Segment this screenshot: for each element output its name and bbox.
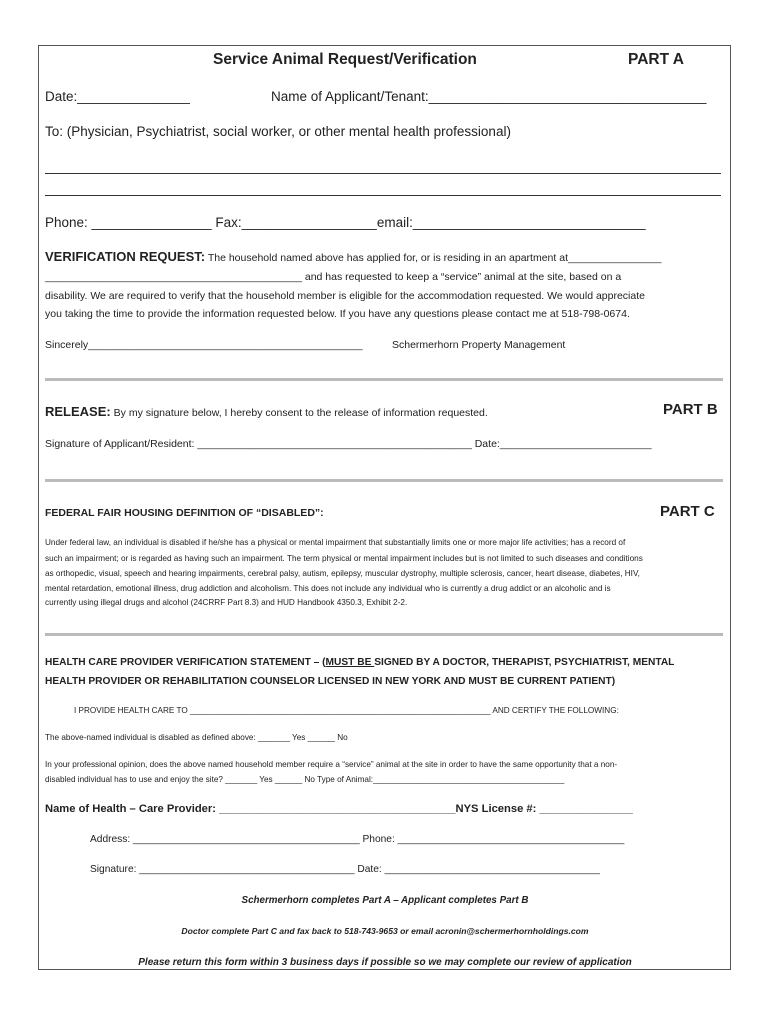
applicant-name-field[interactable]: Name of Applicant/Tenant:_____________________________________ bbox=[271, 89, 707, 104]
footer-instruction-3: Please return this form within 3 business days if possible so we may complete our review of application bbox=[138, 957, 632, 968]
provider-signature-date-field[interactable]: Signature: ______________________________________ Date: ______________________________________ bbox=[90, 864, 600, 875]
provider-heading-underlined: MUST BE bbox=[325, 657, 375, 668]
verification-line-3: disability. We are required to verify that the household member is eligible for the accommodation requested. We would appreciate bbox=[45, 290, 645, 302]
part-b-label: PART B bbox=[663, 401, 718, 418]
release-text: By my signature below, I hereby consent to the release of information requested. bbox=[110, 407, 488, 419]
section-divider-a bbox=[45, 378, 723, 381]
disabled-yes-no-field[interactable]: The above-named individual is disabled as defined above: _______ Yes ______ No bbox=[45, 733, 348, 742]
form-title: Service Animal Request/Verification bbox=[213, 51, 477, 68]
health-care-patient-field[interactable]: I PROVIDE HEALTH CARE TO __________________________________________________________________ AND CERTIFY THE FOLLOWING: bbox=[74, 706, 619, 715]
section-divider-b bbox=[45, 479, 723, 482]
recipient-line: To: (Physician, Psychiatrist, social worker, or other mental health professional) bbox=[45, 124, 511, 139]
definition-line-1: Under federal law, an individual is disabled if he/she has a physical or mental impairment that substantially limits one or more major life activities; has a record of bbox=[45, 538, 626, 547]
release-statement bbox=[45, 404, 488, 419]
verification-line-1 bbox=[45, 249, 661, 264]
applicant-signature-field[interactable]: Signature of Applicant/Resident: _______________________________________________ Date:__________________________ bbox=[45, 438, 652, 450]
provider-heading-line-1 bbox=[45, 657, 674, 668]
verification-text-1: The household named above has applied for, or is residing in an apartment at________________ bbox=[205, 252, 662, 264]
part-c-label: PART C bbox=[660, 503, 715, 520]
verification-line-2: ____________________________________________ and has requested to keep a “service” animal at the site, based on a bbox=[45, 271, 622, 283]
recipient-blank-1[interactable] bbox=[45, 173, 721, 174]
recipient-blank-2[interactable] bbox=[45, 195, 721, 196]
section-divider-c bbox=[45, 633, 723, 636]
definition-line-2: such an impairment; or is regarded as having such an impairment. The term physical or mental impairment includes but is not limited to such diseases and conditions bbox=[45, 554, 643, 563]
verification-line-4: you taking the time to provide the information requested below. If you have any questions please contact me at 518-798-0674. bbox=[45, 308, 630, 320]
company-name: Schermerhorn Property Management bbox=[392, 339, 566, 351]
opinion-question-line-1: In your professional opinion, does the above named household member require a “service” animal at the site in order to have the same opportunity that a non- bbox=[45, 760, 618, 769]
opinion-answer-field[interactable]: disabled individual has to use and enjoy the site? _______ Yes ______ No Type of Animal:__________________________________________ bbox=[45, 775, 565, 784]
provider-heading-post: SIGNED BY A DOCTOR, THERAPIST, PSYCHIATRIST, MENTAL bbox=[374, 657, 675, 668]
provider-address-phone-field[interactable]: Address: ________________________________________ Phone: ________________________________________ bbox=[90, 834, 625, 845]
definition-line-4: mental retardation, emotional illness, drug addiction and alcoholism. This does not include any individual who is currently a drug addict or an alcoholic and is bbox=[45, 584, 611, 593]
footer-instruction-1: Schermerhorn completes Part A – Applicant completes Part B bbox=[241, 895, 529, 906]
phone-fax-email-field[interactable]: Phone: ________________ Fax:__________________email:_______________________________ bbox=[45, 215, 646, 230]
definition-line-5: currently using illegal drugs and alcohol (24CRRF Part 8.3) and HUD Handbook 4350.3, Exhibit 2-2. bbox=[45, 598, 408, 607]
date-field[interactable]: Date:_______________ bbox=[45, 89, 190, 104]
release-heading: RELEASE: bbox=[45, 404, 111, 419]
provider-name-license-field[interactable]: Name of Health – Care Provider: ______________________________________NYS License #: _______________ bbox=[45, 803, 633, 815]
sincerely-signature-field[interactable]: Sincerely_______________________________________________ bbox=[45, 339, 363, 351]
verification-heading: VERIFICATION REQUEST: bbox=[45, 249, 206, 264]
provider-heading-line-2: HEALTH PROVIDER OR REHABILITATION COUNSELOR LICENSED IN NEW YORK AND MUST BE CURRENT PATIENT) bbox=[45, 676, 616, 687]
definition-line-3: as orthopedic, visual, speech and hearing impairments, cerebral palsy, autism, epilepsy, muscular dystrophy, multiple sclerosis, cancer, heart disease, diabetes, HIV, bbox=[45, 569, 640, 578]
definition-heading: FEDERAL FAIR HOUSING DEFINITION OF “DISABLED”: bbox=[45, 507, 324, 519]
provider-heading-pre: HEALTH CARE PROVIDER VERIFICATION STATEMENT – ( bbox=[45, 657, 326, 668]
part-a-label: PART A bbox=[628, 51, 684, 68]
footer-instruction-2: Doctor complete Part C and fax back to 518-743-9653 or email acronin@schermerhornholdings.com bbox=[181, 926, 589, 936]
